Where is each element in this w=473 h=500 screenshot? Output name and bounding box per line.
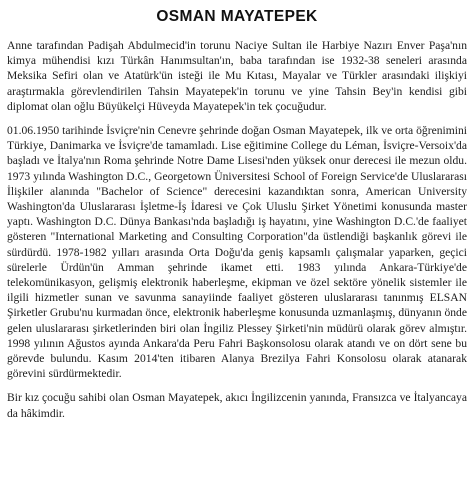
- paragraph-family-background: Anne tarafından Padişah Abdulmecid'in torunu Naciye Sultan ile Harbiye Nazırı Enver Paşa'nın kimya mühendisi kızı Türkân Hanımsultan'ın, baba tarafından ise 1932-38 seneleri arasında Meksika Sefiri olan ve Atatürk'ün isteği ile Mu Kıtası, Mayalar ve Türkler arasındaki ilişkiyi araştırmakla görevlendirilen Tahsin Mayatepek'in torunu ve yine Tahsin Bey'in kendisi gibi diplomat olan oğlu Büyükelçi Hüveyda Mayatepek'in tek çocuğudur.: [7, 39, 467, 113]
- paragraph-personal: Bir kız çocuğu sahibi olan Osman Mayatepek, akıcı İngilizcenin yanında, Fransızca ve İtalyancaya da hâkimdir.: [7, 391, 467, 420]
- paragraph-education-career: 01.06.1950 tarihinde İsviçre'nin Cenevre şehrinde doğan Osman Mayatepek, ilk ve orta öğrenimini Türkiye, Danimarka ve İsviçre'de tamamladı. Lise eğitimine College du Léman, İsviçre-Versoix'da başladı ve İtalya'nın Roma şehrinde Notre Dame Lisesi'nden yüksek onur derecesi ile mezun oldu. 1973 yılında Washington D.C., Georgetown Üniversitesi School of Foreign Service'de Uluslararası İlişkiler alanında "Bachelor of Science" derecesini kazandıktan sonra, American University Washington'da Uluslararası İşletme-İş İdaresi ve Çok Uluslu Şirket Yönetimi konusunda master yaptı. Washington D.C. Dünya Bankası'nda başladığı iş hayatını, yine Washington D.C.'de faaliyet gösteren "International Marketing and Consulting Corporation"da üstlendiği başkanlık görevi ile sürdürdü. 1978-1982 yılları arasında Orta Doğu'da geniş kapsamlı çalışmalar yaparken, geçici sürelerle Ürdün'ün Amman şehrinde ikamet etti. 1983 yılında Ankara-Türkiye'de telekomünikasyon, gelişmiş elektronik haberleşme, ekipman ve özel sektöre yönelik sistemler ile ilgili hizmetler sunan ve savunma sanayiinde faaliyet gösteren uluslararası tanınmış ELSAN Şirketler Grubu'nu kurmadan önce, elektronik haberleşme konusunda uzmanlaşmış, dünyanın önde gelen uluslararası şirketlerinden biri olan İngiliz Plessey Şirketi'nin müdürü olarak görev almıştır. 1998 yılının Ağustos ayında Ankara'da Peru Fahri Başkonsolosu olarak atandı ve on dört sene bu görevde bulundu. Kasım 2014'ten itibaren Alanya Brezilya Fahri Konsolosu olarak atanarak görevini sürdürmektedir.: [7, 124, 467, 381]
- page-title: OSMAN MAYATEPEK: [156, 8, 318, 25]
